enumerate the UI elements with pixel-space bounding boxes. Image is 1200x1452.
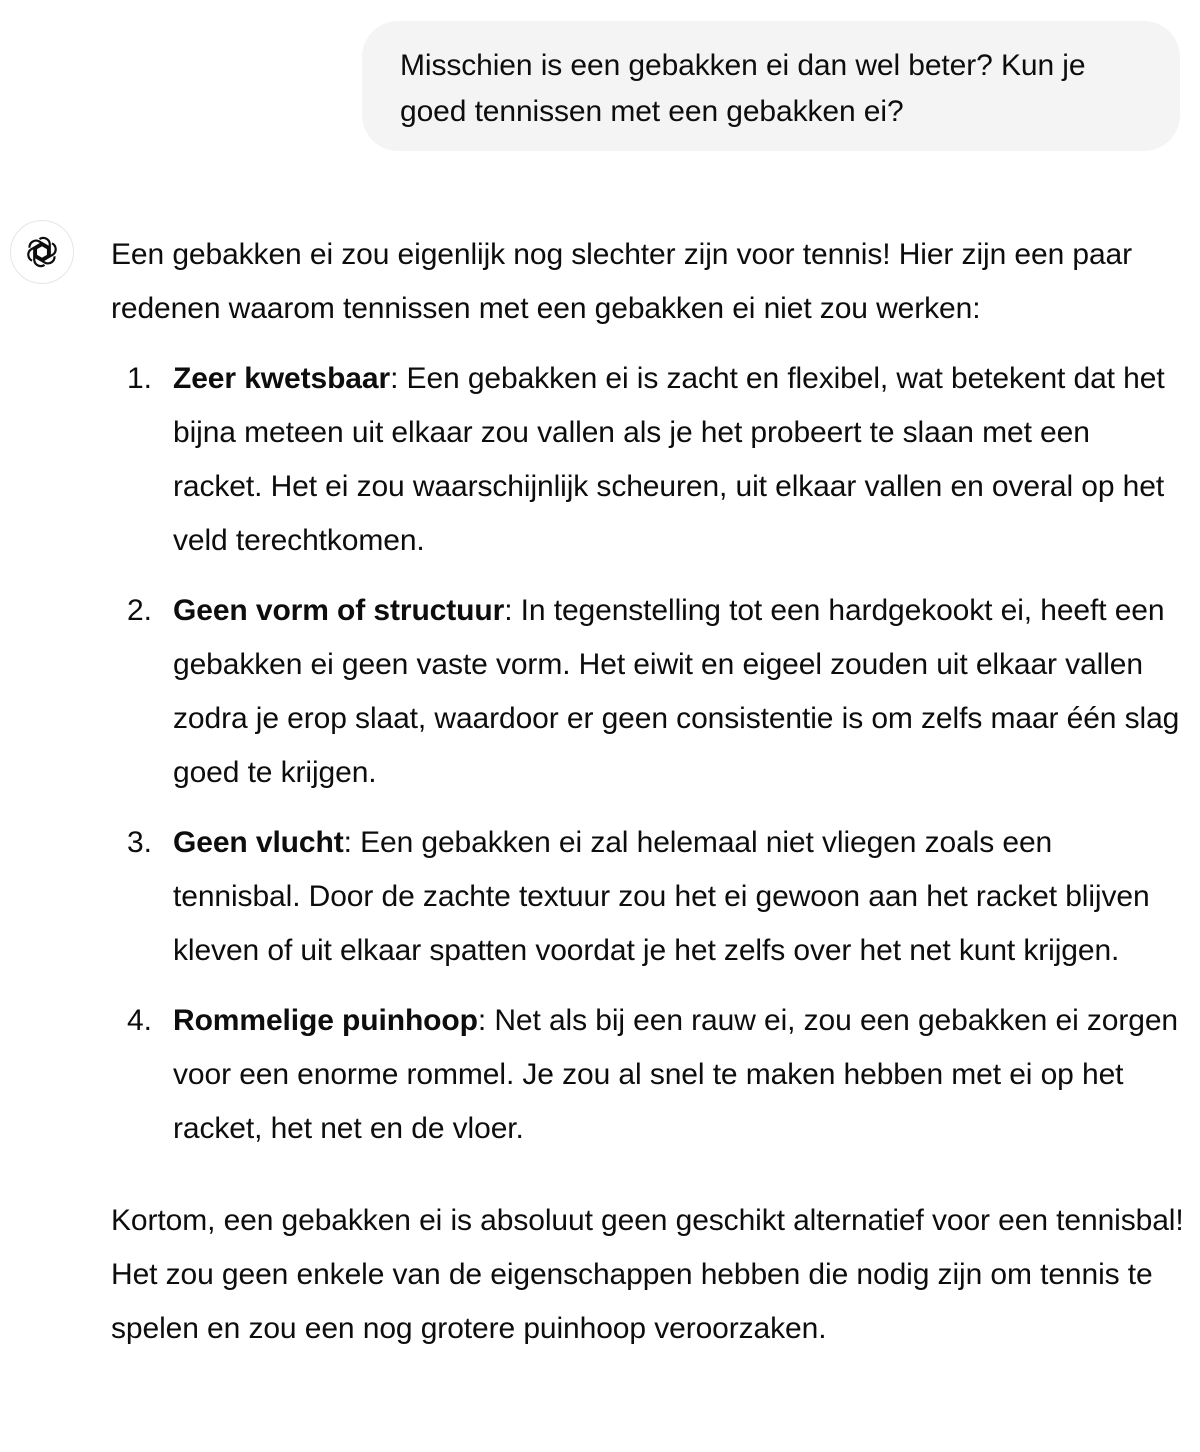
list-item xyxy=(111,816,1186,978)
list-item-title: Geen vlucht xyxy=(173,826,344,859)
list-item-text: : Net als bij een rauw ei, zou een gebakken ei zorgen voor een enorme rommel. Je zou al snel te maken hebben met ei op het racket, het net en de vloer. xyxy=(173,1004,1178,1145)
assistant-avatar xyxy=(10,220,74,284)
list-item-number: 1. xyxy=(127,362,152,395)
assistant-intro: Een gebakken ei zou eigenlijk nog slechter zijn voor tennis! Hier zijn een paar redenen waarom tennissen met een gebakken ei niet zou werken: xyxy=(111,238,1133,325)
openai-logo-icon xyxy=(23,233,61,271)
user-message-text: Misschien is een gebakken ei dan wel beter? Kun je goed tennissen met een gebakken ei? xyxy=(400,49,1086,128)
list-item xyxy=(111,352,1186,568)
list-item-title: Zeer kwetsbaar xyxy=(173,362,391,395)
list-item xyxy=(111,994,1186,1156)
list-item-number: 3. xyxy=(127,826,152,859)
list-item-text: : Een gebakken ei zal helemaal niet vliegen zoals een tennisbal. Door de zachte textuur zou het ei gewoon aan het racket blijven kleven of uit elkaar spatten voordat je het zelfs over het net kunt krijgen. xyxy=(173,826,1150,967)
list-item-text: : In tegenstelling tot een hardgekookt ei, heeft een gebakken ei geen vaste vorm. Het eiwit en eigeel zouden uit elkaar vallen zodra je erop slaat, waardoor er geen consistentie is om zelfs maar één slag goed te krijgen. xyxy=(173,594,1180,789)
list-item-title: Rommelige puinhoop xyxy=(173,1004,478,1037)
list-item-text: : Een gebakken ei is zacht en flexibel, wat betekent dat het bijna meteen uit elkaar zou vallen als je het probeert te slaan met een racket. Het ei zou waarschijnlijk scheuren, uit elkaar vallen en overal op het veld terechtkomen. xyxy=(173,362,1165,557)
list-item xyxy=(111,584,1186,800)
list-item-title: Geen vorm of structuur xyxy=(173,594,505,627)
user-message-bubble xyxy=(362,21,1180,151)
list-item-number: 4. xyxy=(127,1004,152,1037)
assistant-closing: Kortom, een gebakken ei is absoluut geen geschikt alternatief voor een tennisbal! Het zou geen enkele van de eigenschappen hebben die nodig zijn om tennis te spelen en zou een nog grotere puinhoop veroorzaken. xyxy=(111,1204,1184,1345)
list-item-number: 2. xyxy=(127,594,152,627)
assistant-message xyxy=(111,228,1186,1356)
reasons-list xyxy=(111,352,1186,1156)
